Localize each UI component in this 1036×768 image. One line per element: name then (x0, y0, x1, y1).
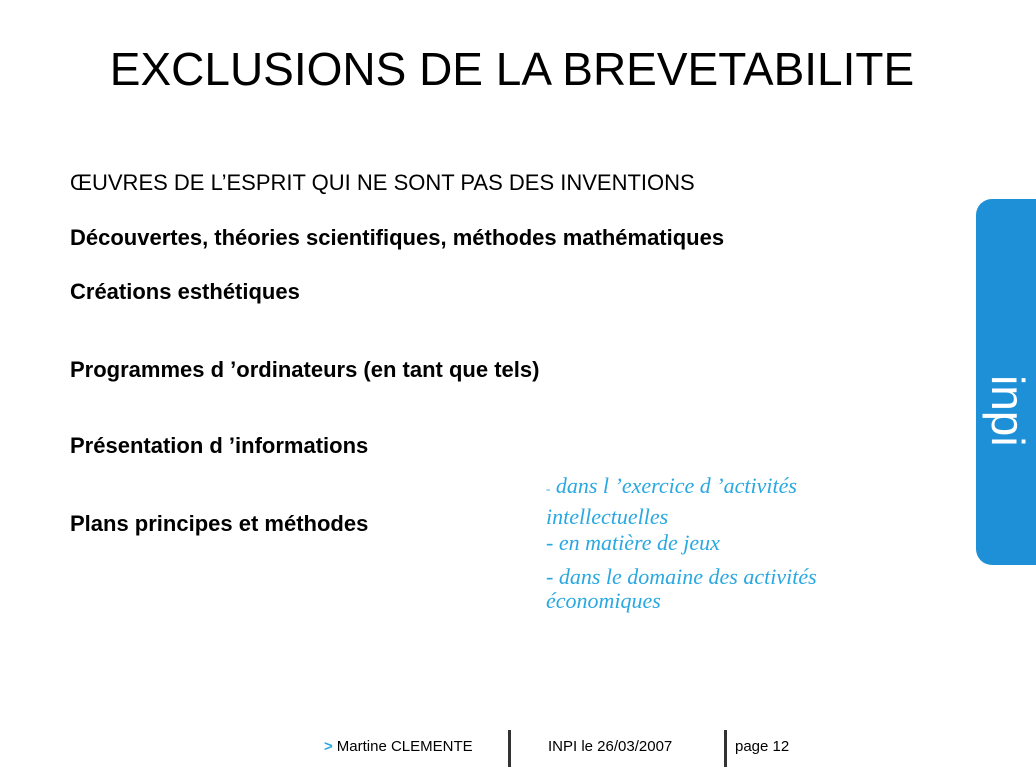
note-line: - dans le domaine des activités économiques (546, 564, 817, 613)
footer-author (324, 738, 473, 755)
list-item: Programmes d ’ordinateurs (en tant que tels) (70, 357, 540, 382)
section-heading: ŒUVRES DE L’ESPRIT QUI NE SONT PAS DES INVENTIONS (70, 170, 695, 195)
note-line: - en matière de jeux (546, 530, 720, 555)
footer (0, 730, 1024, 766)
list-item: Créations esthétiques (70, 279, 300, 304)
author-name: Martine CLEMENTE (336, 738, 473, 755)
page-number: page 12 (735, 738, 790, 755)
brand-logo-text: inpi (982, 375, 1034, 447)
note-line (546, 474, 797, 501)
note-dash: - (546, 481, 551, 496)
footer-divider (724, 730, 727, 767)
list-item: Découvertes, théories scientifiques, méthodes mathématiques (70, 225, 725, 250)
footer-date: INPI le 26/03/2007 (548, 738, 673, 755)
slide-title: EXCLUSIONS DE LA BREVETABILITE (109, 43, 915, 95)
list-item: Présentation d ’informations (70, 433, 369, 458)
arrow-icon: > (324, 738, 333, 755)
footer-divider (508, 730, 511, 767)
note-text: dans l ’exercice d ’activités (550, 473, 797, 498)
note-line: intellectuelles (546, 504, 669, 529)
list-item: Plans principes et méthodes (70, 511, 369, 536)
